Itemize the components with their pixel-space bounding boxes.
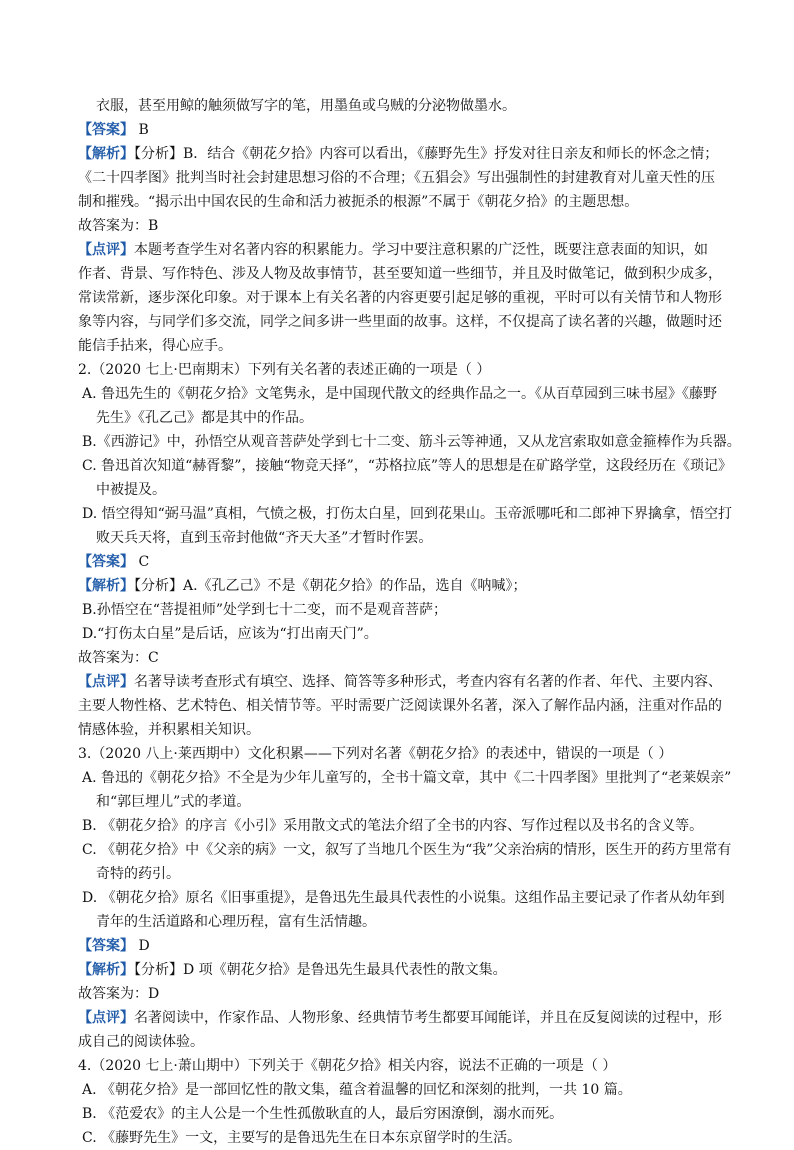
line-text: C. 《藤野先生》一文，主要写的是鲁迅先生在日本东京留学时的生活。 xyxy=(82,1130,522,1146)
text-line xyxy=(78,238,750,262)
text-line xyxy=(78,190,750,214)
line-text: 和“郭巨埋儿”式的孝道。 xyxy=(96,794,251,810)
text-line xyxy=(78,118,750,142)
text-line xyxy=(78,1054,750,1078)
text-line xyxy=(78,622,750,646)
line-text: B. 《范爱农》的主人公是一个生性孤傲耿直的人，最后穷困潦倒，溺水而死。 xyxy=(82,1106,564,1122)
line-text: 制和摧残。“揭示出中国农民的生命和活力被扼杀的根源”不属于《朝花夕拾》的主题思想。 xyxy=(78,194,639,210)
line-text: 《二十四孝图》批判当时社会封建思想习俗的不合理；《五猖会》写出强制性的封建教育对儿童天性的压 xyxy=(78,170,715,186)
line-text: 情感体验，并积累相关知识。 xyxy=(78,722,260,738)
section-tag: 【点评】 xyxy=(78,242,134,258)
line-text: 常读常新，逐步深化印象。对于课本上有关名著的内容更要引起足够的重视，平时可以有关情节和人物形 xyxy=(78,290,722,306)
text-line xyxy=(78,694,750,718)
text-line xyxy=(78,166,750,190)
line-text: 名著阅读中，作家作品、人物形象、经典情节考生都要耳闻能详，并且在反复阅读的过程中，形 xyxy=(134,1010,722,1026)
text-line xyxy=(78,910,750,934)
line-text: C xyxy=(134,554,150,570)
section-tag: 【点评】 xyxy=(78,1010,134,1026)
line-text: 故答案为：D xyxy=(78,986,160,1002)
section-tag: 【答案】 xyxy=(78,122,134,138)
text-line xyxy=(78,526,750,550)
line-text: 3.（2020 八上·莱西期中）文化积累——下列对名著《朝花夕拾》的表述中，错误的一项是（ ） xyxy=(78,746,673,762)
section-tag: 【答案】 xyxy=(78,554,134,570)
text-line xyxy=(78,142,750,166)
text-line xyxy=(78,742,750,766)
text-line xyxy=(78,886,750,910)
text-line xyxy=(78,814,750,838)
text-line xyxy=(78,310,750,334)
text-line xyxy=(78,718,750,742)
text-line xyxy=(78,334,750,358)
line-text: 成自己的阅读体验。 xyxy=(78,1034,204,1050)
text-line xyxy=(78,574,750,598)
text-line xyxy=(78,862,750,886)
line-text: 中被提及。 xyxy=(96,482,166,498)
text-line xyxy=(78,430,750,454)
text-line xyxy=(78,286,750,310)
text-line xyxy=(78,550,750,574)
text-line xyxy=(78,1102,750,1126)
line-text: 【分析】A.《孔乙己》不是《朝花夕拾》的作品，选自《呐喊》； xyxy=(134,578,527,594)
text-line xyxy=(78,382,750,406)
text-line xyxy=(78,1078,750,1102)
line-text: 奇特的药引。 xyxy=(96,866,180,882)
text-line xyxy=(78,958,750,982)
text-line xyxy=(78,838,750,862)
text-line xyxy=(78,766,750,790)
line-text: 衣服，甚至用鲸的触须做写字的笔，用墨鱼或乌贼的分泌物做墨水。 xyxy=(96,98,516,114)
line-text: A. 《朝花夕拾》是一部回忆性的散文集，蕴含着温馨的回忆和深刻的批判，一共 10 篇。 xyxy=(82,1082,632,1098)
text-line xyxy=(78,598,750,622)
line-text: D. 《朝花夕拾》原名《旧事重提》，是鲁迅先生最具代表性的小说集。这组作品主要记录了作者从幼年到 xyxy=(82,890,725,906)
line-text: 本题考查学生对名著内容的积累能力。学习中要注意积累的广泛性，既要注意表面的知识，如 xyxy=(134,242,708,258)
line-text: 能信手拈来，得心应手。 xyxy=(78,338,232,354)
line-text: D.“打伤太白星”是后话，应该为“打出南天门”。 xyxy=(82,626,378,642)
line-text: A. 鲁迅的《朝花夕拾》不全是为少年儿童写的，全书十篇文章，其中《二十四孝图》里批判了“老莱娱亲” xyxy=(82,770,732,786)
text-line xyxy=(78,982,750,1006)
line-text: 4.（2020 七上·萧山期中）下列关于《朝花夕拾》相关内容，说法不正确的一项是（ ） xyxy=(78,1058,617,1074)
line-text: 主要人物性格、艺术特色、相关情节等。平时需要广泛阅读课外名著，深入了解作品内涵，注重对作品的 xyxy=(78,698,722,714)
text-line xyxy=(78,262,750,286)
line-text: 象等内容，与同学们多交流，同学之间多讲一些里面的故事。这样，不仅提高了读名著的兴趣，做题时还 xyxy=(78,314,722,330)
text-line xyxy=(78,502,750,526)
line-text: D xyxy=(134,938,150,954)
line-text: 【分析】B．结合《朝花夕拾》内容可以看出，《藤野先生》抒发对往日亲友和师长的怀念之情； xyxy=(134,146,719,162)
section-tag: 【解析】 xyxy=(78,578,134,594)
text-line xyxy=(78,454,750,478)
line-text: 作者、背景、写作特色、涉及人物及故事情节，甚至要知道一些细节，并且及时做笔记，做到积少成多， xyxy=(78,266,722,282)
text-line xyxy=(78,358,750,382)
section-tag: 【点评】 xyxy=(78,674,134,690)
line-text: D. 悟空得知“弼马温”真相，气愤之极，打伤太白星，回到花果山。玉帝派哪吒和二郎神下界擒拿，悟空打 xyxy=(82,506,732,522)
text-line xyxy=(78,1030,750,1054)
text-line xyxy=(78,790,750,814)
text-line xyxy=(78,1006,750,1030)
line-text: C. 《朝花夕拾》中《父亲的病》一文，叙写了当地几个医生为“我”父亲治病的情形，医生开的药方里常有 xyxy=(82,842,732,858)
section-tag: 【答案】 xyxy=(78,938,134,954)
line-text: B.《西游记》中，孙悟空从观音菩萨处学到七十二变、筋斗云等神通，又从龙宫索取如意金箍棒作为兵器。 xyxy=(82,434,741,450)
text-line xyxy=(78,670,750,694)
line-text: 2.（2020 七上·巴南期末）下列有关名著的表述正确的一项是（ ） xyxy=(78,362,491,378)
line-text: 名著导读考查形式有填空、选择、简答等多种形式，考查内容有名著的作者、年代、主要内容、 xyxy=(134,674,722,690)
line-text: 故答案为：B xyxy=(78,218,159,234)
line-text: 【分析】D 项《朝花夕拾》是鲁迅先生最具代表性的散文集。 xyxy=(134,962,507,978)
line-text: C. 鲁迅首次知道“赫胥黎”，接触“物竞天择”，“苏格拉底”等人的思想是在矿路学堂，这段经历在《琐记》 xyxy=(82,458,733,474)
text-line xyxy=(78,214,750,238)
text-line xyxy=(78,478,750,502)
line-text: 先生》《孔乙己》都是其中的作品。 xyxy=(96,410,313,426)
section-tag: 【解析】 xyxy=(78,962,134,978)
line-text: B.孙悟空在“菩提祖师”处学到七十二变，而不是观音菩萨； xyxy=(82,602,448,618)
text-line xyxy=(78,934,750,958)
line-text: 败天兵天将，直到玉帝封他做“齐天大圣”才暂时作罢。 xyxy=(96,530,433,546)
line-text: 青年的生活道路和心理历程，富有生活情趣。 xyxy=(96,914,376,930)
line-text: A. 鲁迅先生的《朝花夕拾》文笔隽永，是中国现代散文的经典作品之一。《从百草园到三味书屋》《藤野 xyxy=(82,386,718,402)
text-line xyxy=(78,94,750,118)
text-line xyxy=(78,1126,750,1150)
text-line xyxy=(78,406,750,430)
text-line xyxy=(78,646,750,670)
line-text: 故答案为：C xyxy=(78,650,159,666)
line-text: B. 《朝花夕拾》的序言《小引》采用散文式的笔法介绍了全书的内容、写作过程以及书名的含义等。 xyxy=(82,818,704,834)
line-text: B xyxy=(134,122,149,138)
section-tag: 【解析】 xyxy=(78,146,134,162)
